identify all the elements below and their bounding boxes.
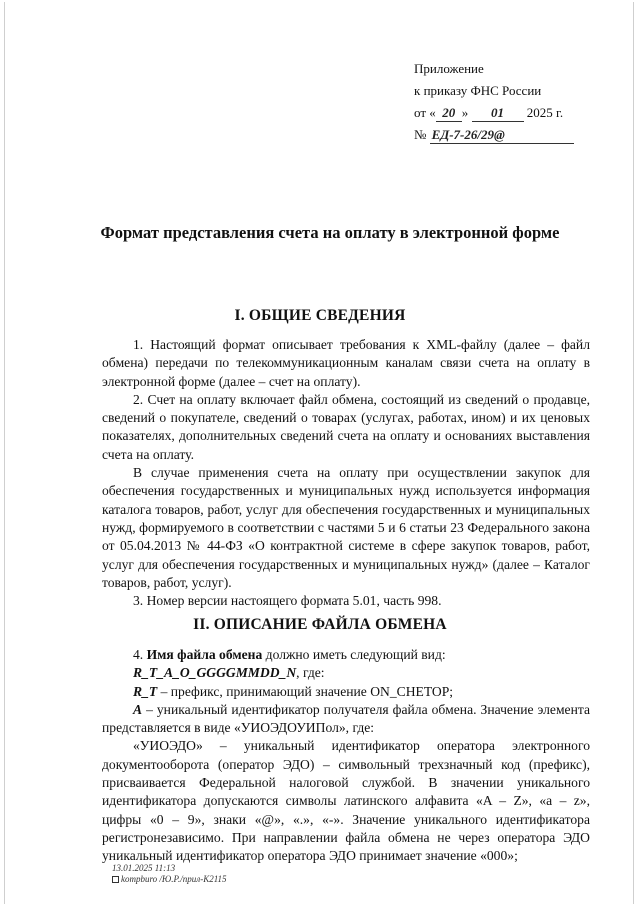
date-prefix: от « — [414, 105, 436, 120]
number-prefix: № — [414, 127, 427, 142]
paragraph-text: должно иметь следующий вид: — [262, 647, 446, 662]
appendix-number — [414, 124, 614, 146]
section-2-body — [102, 646, 590, 866]
prefix-term: R_T — [133, 683, 158, 699]
paragraph-text: , где: — [296, 665, 325, 681]
handwritten-day: 20 — [436, 105, 462, 122]
handwritten-month: 01 — [472, 105, 524, 122]
file-name-term: Имя файла обмена — [146, 647, 263, 662]
paragraph: 1. Настоящий формат описывает требования к XML-файлу (далее – файл обмена) передачи по телекоммуникационным каналам связи счета на оплату в электронной форме (далее – счет на оплату). — [102, 337, 590, 389]
handwritten-number: ЕД-7-26/29@ — [430, 127, 574, 144]
paragraph — [102, 664, 590, 682]
file-icon — [112, 876, 119, 883]
paragraph-text: – префикс, принимающий значение ON_CHETOP; — [157, 683, 454, 699]
section-2-heading: II. ОПИСАНИЕ ФАЙЛА ОБМЕНА — [193, 616, 447, 633]
item-number: 4. — [133, 647, 147, 662]
section-1-body — [102, 336, 590, 610]
footer-stamp — [112, 863, 227, 885]
paragraph — [102, 701, 590, 738]
paragraph: 2. Счет на оплату включает файл обмена, состоящий из сведений о продавце, сведений о покупателе, сведений о товарах (услугах, работах, ином) и их ценовых показателях, дополнительных сведений счета на оплату и основаниях выставления счета на оплату. — [102, 391, 590, 462]
paragraph: В случае применения счета на оплату при осуществлении закупок для обеспечения государственных и муниципальных нужд используется информация каталога товаров, работ, услуг для обеспечения государственных и муниципальных нужд, формируемого в соответствии с частями 5 и 6 статьи 23 Федерального закона от 05.04.2013 № 44-ФЗ «О контрактной системе в сфере закупок товаров, работ, услуг для обеспечения государственных и муниципальных нужд» (далее – Каталог товаров, работ, услуг). — [102, 465, 590, 590]
paragraph: «УИОЭДО» – уникальный идентификатор оператора электронного документооборота (оператор ЭДО) – символьный трехзначный код (префикс), присваивается Федеральной налоговой службой. В значении уникального идентификатора допускаются символы латинского алфавита «A – Z», «a – z», цифры «0 – 9», знаки «@», «.», «-». Значение уникального идентификатора регистронезависимо. При направлении файла обмена не через оператора ЭДО уникальный идентификатор оператора ЭДО принимает значение «000»; — [102, 738, 590, 864]
paragraph — [102, 683, 590, 701]
recipient-term: A — [133, 701, 143, 717]
section-1-heading: I. ОБЩИЕ СВЕДЕНИЯ — [234, 307, 406, 324]
paragraph — [102, 646, 590, 664]
file-name-pattern: R_T_A_O_GGGGMMDD_N — [133, 665, 297, 681]
paragraph-text: – уникальный идентификатор получателя файла обмена. Значение элемента представляется в виде «УИОЭДОУИПол», где: — [102, 701, 590, 736]
appendix-date — [414, 102, 614, 124]
footer-path-text: kompburo /Ю.Р./прил-К2115 — [121, 874, 227, 884]
appendix-block — [414, 58, 614, 146]
appendix-label: Приложение — [414, 61, 484, 76]
date-mid: » — [461, 105, 469, 120]
footer-path — [112, 874, 227, 885]
date-year: 2025 г. — [526, 105, 564, 120]
paragraph: 3. Номер версии настоящего формата 5.01, часть 998. — [133, 593, 442, 609]
document-title: Формат представления счета на оплату в электронной форме — [100, 223, 560, 242]
appendix-order-ref: к приказу ФНС России — [414, 83, 542, 98]
footer-timestamp: 13.01.2025 11:13 — [112, 863, 176, 873]
